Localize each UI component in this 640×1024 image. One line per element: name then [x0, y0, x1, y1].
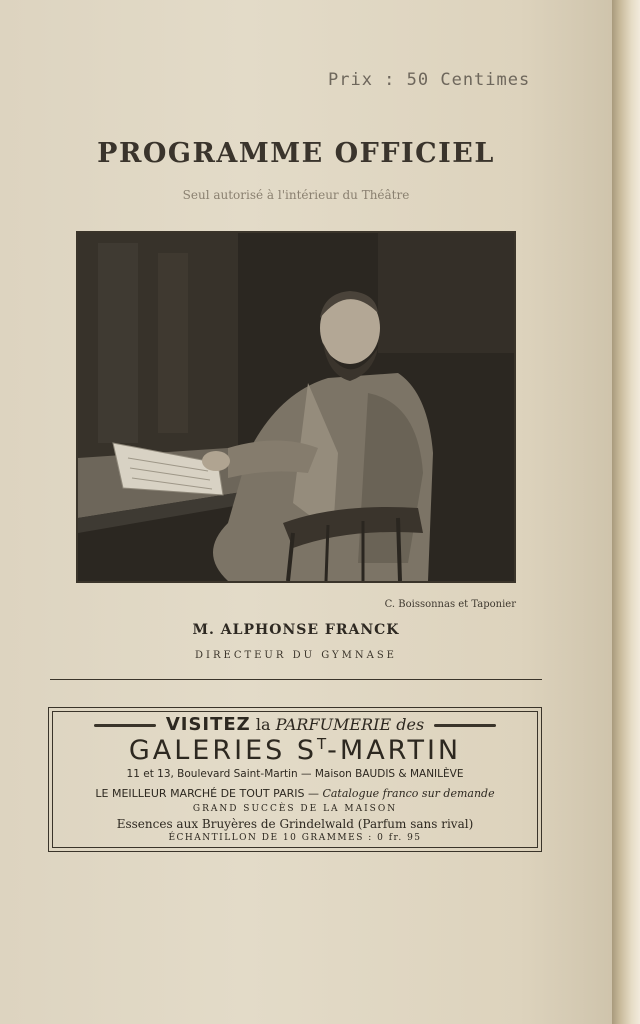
page-edge — [612, 0, 640, 1024]
ad-catalogue: Catalogue franco sur demande — [322, 787, 495, 800]
page-subtitle: Seul autorisé à l'intérieur du Théâtre — [182, 188, 410, 202]
director-portrait-photo — [76, 231, 516, 583]
divider-rule — [50, 679, 542, 680]
portrait-illustration — [78, 233, 514, 581]
director-name: M. ALPHONSE FRANCK — [192, 622, 400, 638]
ad-address: 11 et 13, Boulevard Saint-Martin — Maison BAUDIS & MANILÈVE — [126, 768, 464, 780]
page-title: PROGRAMME OFFICIEL — [97, 138, 495, 169]
parfumerie-advertisement — [48, 707, 542, 852]
ad-headline — [49, 714, 541, 735]
ad-galeries-sup: T — [317, 735, 328, 753]
decorative-dash — [434, 724, 496, 727]
ad-marche — [49, 787, 541, 800]
ad-galeries-start: GALERIES S — [128, 735, 317, 766]
decorative-dash — [94, 724, 156, 727]
ad-des: des — [391, 715, 425, 734]
ad-succes: GRAND SUCCÈS DE LA MAISON — [192, 804, 398, 814]
ad-essences: Essences aux Bruyères de Grindelwald (Parfum sans rival) — [116, 817, 474, 831]
ad-visitez: VISITEZ — [165, 714, 251, 735]
ad-parfumerie: PARFUMERIE — [275, 715, 392, 734]
ad-marche-text: LE MEILLEUR MARCHÉ DE TOUT PARIS — — [95, 787, 323, 800]
ad-echantillon: ÉCHANTILLON DE 10 GRAMMES : 0 fr. 95 — [168, 833, 422, 843]
photo-credit: C. Boissonnas et Taponier — [384, 599, 516, 610]
director-role: DIRECTEUR DU GYMNASE — [195, 650, 397, 661]
ad-galeries-end: -MARTIN — [327, 735, 462, 766]
price-label: Prix : 50 Centimes — [328, 70, 531, 90]
ad-galeries — [49, 735, 541, 766]
ad-la: la — [250, 715, 276, 734]
